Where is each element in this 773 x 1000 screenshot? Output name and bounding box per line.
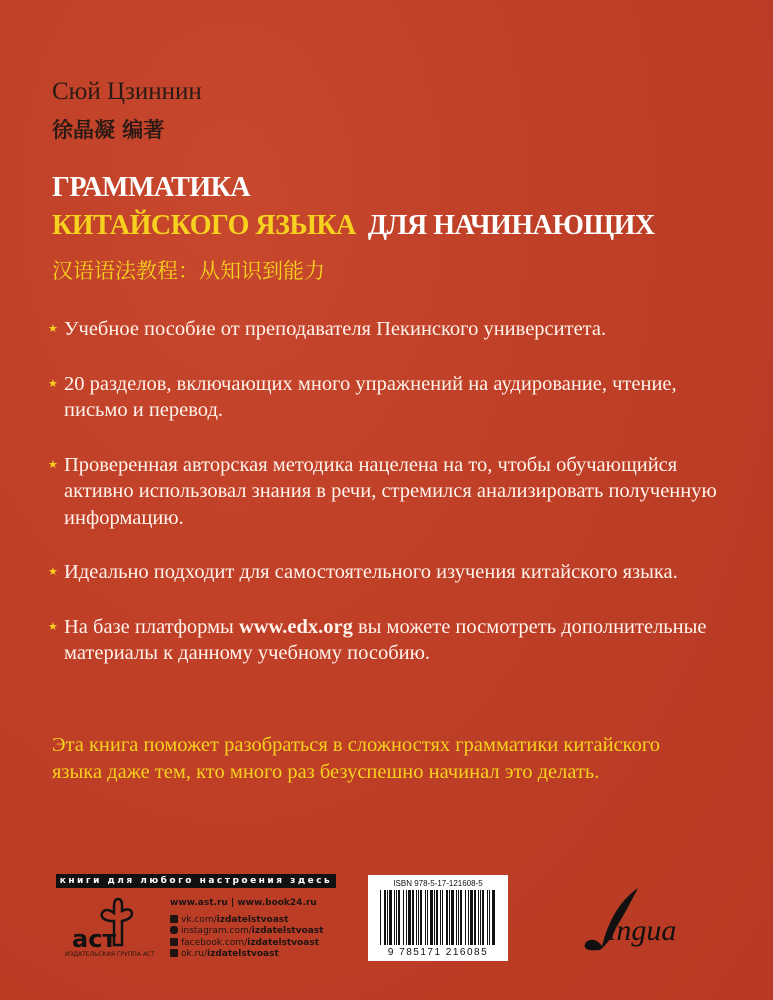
edx-link[interactable]: www.edx.org — [238, 615, 353, 638]
barcode-bar — [403, 890, 404, 945]
barcode-bar — [380, 890, 381, 945]
barcode-bar — [492, 890, 495, 945]
barcode-bar — [434, 890, 435, 945]
barcode-bar — [398, 890, 400, 945]
social-link-ok[interactable] — [170, 949, 324, 961]
feature-list — [48, 316, 738, 695]
link-prefix: vk.com/ — [181, 914, 217, 925]
publisher-caption: ИЗДАТЕЛЬСКАЯ ГРУППА АСТ — [65, 951, 155, 958]
title-highlight: КИТАЙСКОГО ЯЗЫКА — [52, 210, 356, 241]
barcode-bar — [482, 890, 484, 945]
barcode-bar — [480, 890, 481, 945]
barcode-bar — [416, 890, 417, 945]
feature-item — [48, 614, 738, 667]
publisher-links — [170, 898, 324, 961]
star-icon: ★ — [48, 458, 58, 471]
facebook-icon — [170, 938, 178, 946]
barcode-bar — [449, 890, 450, 945]
barcode-bar — [442, 890, 443, 945]
publisher-banner: книги для любого настроения здесь — [56, 874, 336, 888]
ok-icon — [170, 949, 178, 957]
star-icon: ★ — [48, 323, 58, 335]
barcode-bar — [456, 890, 457, 945]
barcode-bar — [458, 890, 459, 945]
barcode-bar — [440, 890, 441, 945]
barcode-bar — [408, 890, 411, 945]
feature-text: Учебное пособие от преподавателя Пекинского университета. — [64, 318, 607, 340]
star-icon: ★ — [48, 377, 58, 390]
barcode-bar — [478, 890, 479, 945]
barcode-bar — [394, 890, 395, 945]
ast-logo-icon — [70, 895, 140, 955]
barcode-bars — [380, 890, 496, 945]
feature-item — [48, 316, 738, 343]
barcode-bar — [430, 890, 433, 945]
title-line-2 — [52, 210, 655, 242]
vk-icon — [170, 915, 178, 923]
barcode-bar — [489, 890, 490, 945]
lingua-logo-icon — [560, 880, 700, 960]
barcode-bar — [446, 890, 448, 945]
link-prefix: instagram.com/ — [181, 926, 252, 936]
social-link-facebook[interactable] — [170, 938, 324, 950]
link-handle: izdatelstvoast — [251, 926, 324, 936]
social-link-instagram[interactable] — [170, 926, 324, 938]
svg-text:ingua: ingua — [608, 914, 677, 947]
feature-item — [48, 559, 738, 586]
barcode-bar — [487, 890, 488, 945]
barcode-bar — [418, 890, 419, 945]
barcode-bar — [436, 890, 438, 945]
barcode-bar — [468, 890, 469, 945]
barcode-bar — [465, 890, 466, 945]
star-icon: ★ — [48, 620, 58, 633]
svg-text:аст: аст — [72, 925, 117, 953]
subtitle-cn: 汉语语法教程：从知识到能力 — [52, 259, 325, 283]
link-handle: izdatelstvoast — [216, 914, 289, 925]
barcode-bar — [389, 890, 392, 945]
feature-text: вы можете посмотреть дополнительные материалы к данному учебному пособию. — [64, 615, 707, 664]
feature-text: 20 разделов, включающих много упражнений на аудирование, чтение, письмо и перевод. — [64, 372, 677, 421]
author-name-ru: Сюй Цзиннин — [52, 78, 202, 105]
author-name-cn: 徐晶凝 编著 — [52, 118, 165, 142]
isbn-text: ISBN 978-5-17-121608-5 — [393, 879, 483, 888]
title-rest: ДЛЯ НАЧИНАЮЩИХ — [367, 210, 655, 241]
feature-item — [48, 371, 738, 424]
barcode-bar — [412, 890, 414, 945]
barcode-bar — [474, 890, 476, 945]
feature-text: Проверенная авторская методика нацелена на то, чтобы обучающийся активно использовал знания в речи, стремился анализировать полученную информацию. — [64, 453, 717, 529]
link-prefix: facebook.com/ — [181, 937, 248, 948]
barcode-bar — [470, 890, 473, 945]
barcode-bar — [384, 890, 386, 945]
instagram-icon — [170, 926, 178, 934]
feature-text: На базе платформы — [64, 615, 239, 638]
feature-item — [48, 452, 738, 532]
isbn-barcode — [368, 875, 508, 961]
publisher-websites[interactable]: www.ast.ru | www.book24.ru — [170, 898, 317, 908]
barcode-bar — [406, 890, 407, 945]
star-icon: ★ — [48, 566, 58, 578]
barcode-number: 9 785171 216085 — [387, 947, 489, 958]
title-line-1: ГРАММАТИКА — [52, 172, 251, 203]
barcode-bar — [460, 890, 462, 945]
barcode-bar — [451, 890, 454, 945]
link-handle: izdatelstvoast — [207, 949, 279, 959]
closing-paragraph: Эта книга поможет разобраться в сложностях грамматики китайского языка даже тем, кто много раз безуспешно начинал это делать. — [52, 734, 661, 783]
barcode-bar — [427, 890, 428, 945]
barcode-bar — [396, 890, 397, 945]
barcode-bar — [387, 890, 388, 945]
feature-text: Идеально подходит для самостоятельного изучения китайского языка. — [64, 561, 678, 583]
barcode-bar — [425, 890, 426, 945]
link-prefix: ok.ru/ — [181, 949, 208, 959]
link-handle: izdatelstvoast — [247, 937, 320, 948]
barcode-bar — [420, 890, 422, 945]
social-link-vk[interactable] — [170, 915, 324, 927]
